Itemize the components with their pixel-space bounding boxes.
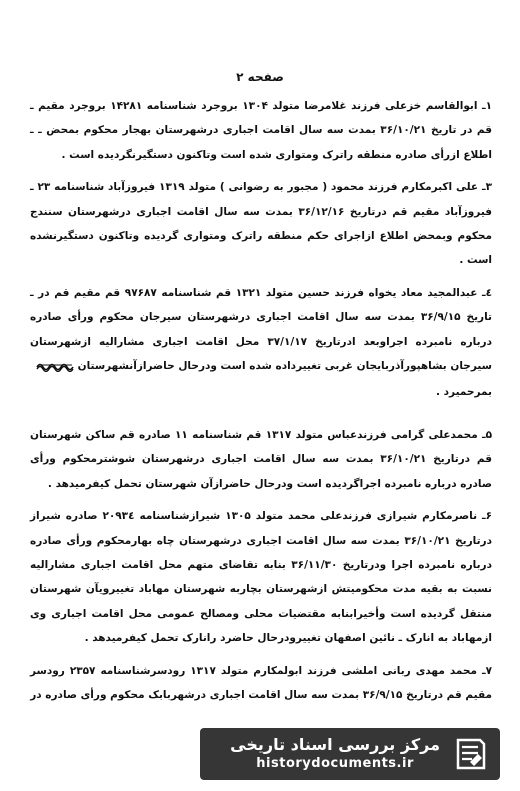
paragraph-6: ۶ـ ناصرمکارم شیرازی فرزندعلی محمد متولد ۱۳۰۵ شیرازشناسنامه ۲۰۹۳٤ صادره شیراز درتاریخ ۳۶/۱۰/۲۱ بمدت سه سال اقامت اجباری درشهرستان چاه بهارمحکوم ورأی صادره درباره نامبرده اجرا ودرتاریخ ۳۶/۱۱/۳۰ بنابه تقاضای متهم محل اقامت اجباری مشارالیه نسبت به بقیه مدت محکومیتش ازشهرستان بچاربه شهرستان مهاباد تغییرویآن شهرستان منتقل گردیده است وأخیرابنابه مقتضیات محلی ومصالح عمومی محل اقامت اجباری وی ازمهاباد به انارک ـ نائین اصفهان تغییرودرحال حاضرد رانارک تحمل کیفرمیدهد . [30,510,492,645]
watermark [200,728,500,780]
watermark-text [230,735,440,773]
paragraph-5: ۵ـ محمدعلی گرامی فرزندعباس متولد ۱۳۱۷ قم شناسنامه ۱۱ صادره قم ساکن شهرستان قم درتاریخ ۳۶/۱۰/۲۱ بمدت سه سال اقامت اجباری درشهرستان شوشترمحکوم ورأی صادره درباره نامبرده اجراگردیده است ودرحال حاضرازآن شهرستان تحمل کیفرمیدهد . [30,428,492,490]
paragraph-3: ۳ـ علی اکبرمکارم فرزند محمود ( مجبور به رضوانی ) متولد ۱۳۱۹ فیروزآباد شناسنامه ۲۳ ـ فیروزآباد مقیم قم درتاریخ ۳۶/۱۲/۱۶ بمدت سه سال اقامت اجباری درشهرستان سنندج محکوم وبمحض اطلاع ازاجرای حکم منطقه راترک ومتواری گردیده وتاکنون دستگیرنشده است . [30,181,493,267]
scribble-strikeout-icon [36,361,74,372]
historydocuments-logo-icon [450,734,490,774]
watermark-url: historydocuments.ir [256,756,414,771]
paragraph-1: ۱ـ ابوالقاسم خزعلی فرزند غلامرضا متولد ۱۳۰۴ بروجرد شناسنامه ۱۴۲۸۱ بروجرد مقیم ـ قم در تاریخ ۳۶/۱۰/۲۱ بمدت سه سال اقامت اجباری درشهرستان بهجار محکوم بمحض ـ ـ اطلاع ازرأی صادره منطقه راترک ومتواری شده است وتاکنون دستگیرنگردیده است . [30,100,493,161]
paragraph-4-continuation: بمرحمیرد . [436,386,492,399]
paragraph-7: ۷ـ محمد مهدی ربانی املشی فرزند ابولمکارم متولد ۱۳۱۷ رودسرشناسنامه ۲۳۵۷ رودسر مقیم قم درتاریخ ۳۶/۹/۱۵ بمدت سه سال اقامت اجباری درشهربابک محکوم ورأی صادره در [30,664,492,701]
document-body [30,94,492,709]
watermark-title: مرکز بررسی اسناد تاریخی [230,735,440,754]
paragraph-4 [30,281,492,379]
page-number-label: صفحه ۲ [236,70,284,84]
paragraph-4-text: ٤ـ عبدالمجید معاد یخواه فرزند حسین متولد ۱۳۲۱ قم شناسنامه ۹۷۶۸۷ قم مقیم قم در ـ تاریخ ۳۶/۹/۱۵ بمدت سه سال اقامت اجباری درشهرستان سیرجان محکوم ورأی صادره درباره نامبرده اجراوبعد ادرتاریخ ۳۷/۱/۱۷ محل اقامت اجباری مشارالیه ازشهرستان سیرجان بشاهپورآذربایجان غربی تغییرداده شده است ودرحال حاضرازآنشهرستان [30,286,492,373]
